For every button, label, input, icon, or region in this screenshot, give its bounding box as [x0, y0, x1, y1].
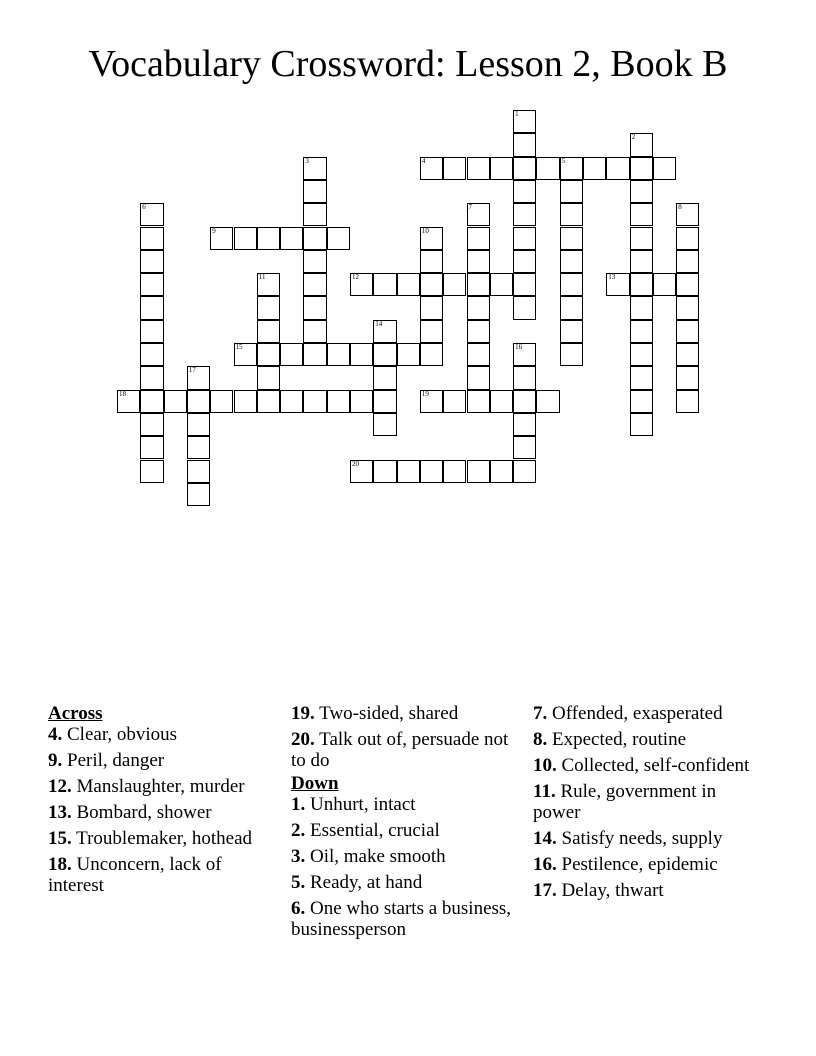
- clue-down: 2. Essential, crucial: [291, 820, 440, 841]
- grid-cell[interactable]: [676, 343, 699, 366]
- grid-cell[interactable]: [536, 390, 559, 413]
- grid-cell[interactable]: [513, 460, 536, 483]
- grid-cell[interactable]: [467, 203, 490, 226]
- grid-cell[interactable]: [140, 366, 163, 389]
- grid-cell[interactable]: [420, 320, 443, 343]
- clue-down: 1. Unhurt, intact: [291, 794, 416, 815]
- grid-cell[interactable]: [513, 436, 536, 459]
- grid-cell[interactable]: [467, 227, 490, 250]
- cell-number: 11: [258, 273, 266, 282]
- grid-cell[interactable]: [513, 180, 536, 203]
- grid-cell[interactable]: [210, 227, 233, 250]
- grid-cell[interactable]: [630, 343, 653, 366]
- grid-cell[interactable]: [373, 460, 396, 483]
- grid-cell[interactable]: [560, 157, 583, 180]
- crossword-grid: [0, 0, 816, 520]
- grid-cell[interactable]: [140, 296, 163, 319]
- grid-cell[interactable]: [443, 157, 466, 180]
- grid-cell[interactable]: [350, 273, 373, 296]
- grid-cell[interactable]: [676, 227, 699, 250]
- grid-cell[interactable]: [210, 390, 233, 413]
- cell-number: 5: [561, 156, 566, 165]
- grid-cell[interactable]: [467, 157, 490, 180]
- grid-cell[interactable]: [676, 366, 699, 389]
- grid-cell[interactable]: [560, 296, 583, 319]
- grid-cell[interactable]: [327, 390, 350, 413]
- clue-down: 17. Delay, thwart: [533, 880, 664, 901]
- grid-cell[interactable]: [140, 413, 163, 436]
- grid-cell[interactable]: [140, 227, 163, 250]
- cell-number: 3: [305, 156, 309, 165]
- cell-number: 1: [515, 110, 519, 118]
- grid-cell[interactable]: [630, 157, 653, 180]
- cell-number: 8: [678, 203, 682, 212]
- grid-cell[interactable]: [630, 203, 653, 226]
- grid-cell[interactable]: [234, 390, 257, 413]
- grid-cell[interactable]: [187, 436, 210, 459]
- grid-cell[interactable]: [373, 413, 396, 436]
- cell-number: 17: [188, 366, 196, 375]
- across-header: Across: [48, 703, 103, 724]
- grid-cell[interactable]: [583, 157, 606, 180]
- clue-down: 5. Ready, at hand: [291, 872, 423, 893]
- grid-cell[interactable]: [280, 390, 303, 413]
- grid-cell[interactable]: [257, 320, 280, 343]
- grid-cell[interactable]: [630, 413, 653, 436]
- grid-cell[interactable]: [234, 343, 257, 366]
- grid-cell[interactable]: [606, 273, 629, 296]
- grid-cell[interactable]: [257, 273, 280, 296]
- cell-number: 9: [212, 226, 216, 235]
- grid-cell[interactable]: [140, 273, 163, 296]
- grid-cell[interactable]: [630, 366, 653, 389]
- grid-cell[interactable]: [536, 157, 559, 180]
- grid-cell[interactable]: [467, 460, 490, 483]
- grid-cell[interactable]: [303, 250, 326, 273]
- clue-down: 14. Satisfy needs, supply: [533, 828, 723, 849]
- grid-cell[interactable]: [420, 390, 443, 413]
- clue-column-2: [291, 703, 521, 945]
- grid-cell[interactable]: [164, 390, 187, 413]
- grid-cell[interactable]: [373, 390, 396, 413]
- grid-cell[interactable]: [490, 157, 513, 180]
- clue-across: 19. Two-sided, shared: [291, 703, 459, 724]
- grid-cell[interactable]: [303, 157, 326, 180]
- grid-cell[interactable]: [327, 227, 350, 250]
- grid-cell[interactable]: [630, 227, 653, 250]
- grid-cell[interactable]: [676, 390, 699, 413]
- grid-cell[interactable]: [187, 460, 210, 483]
- grid-cell[interactable]: [513, 133, 536, 156]
- grid-cell[interactable]: [676, 320, 699, 343]
- grid-cell[interactable]: [420, 250, 443, 273]
- grid-cell[interactable]: [560, 343, 583, 366]
- clue-down: 10. Collected, self-confident: [533, 755, 750, 776]
- grid-cell[interactable]: [490, 460, 513, 483]
- grid-cell[interactable]: [420, 343, 443, 366]
- cell-number: 2: [631, 133, 636, 142]
- grid-cell[interactable]: [653, 157, 676, 180]
- cell-number: 20: [352, 459, 359, 468]
- grid-cell[interactable]: [513, 157, 536, 180]
- grid-cell[interactable]: [513, 250, 536, 273]
- grid-cell[interactable]: [513, 296, 536, 319]
- grid-cell[interactable]: [560, 227, 583, 250]
- grid-cell[interactable]: [187, 413, 210, 436]
- grid-cell[interactable]: [303, 343, 326, 366]
- cell-number: 15: [235, 343, 243, 351]
- grid-cell[interactable]: [513, 390, 536, 413]
- grid-cell[interactable]: [560, 273, 583, 296]
- grid-cell[interactable]: [397, 460, 420, 483]
- grid-cell[interactable]: [140, 320, 163, 343]
- grid-cell[interactable]: [350, 460, 373, 483]
- grid-cell[interactable]: [513, 203, 536, 226]
- grid-cell[interactable]: [373, 343, 396, 366]
- cell-number: 14: [375, 319, 383, 328]
- grid-cell[interactable]: [140, 343, 163, 366]
- grid-cell[interactable]: [467, 273, 490, 296]
- grid-cell[interactable]: [467, 343, 490, 366]
- grid-cell[interactable]: [280, 227, 303, 250]
- clue-across: 13. Bombard, shower: [48, 802, 212, 823]
- grid-cell[interactable]: [420, 460, 443, 483]
- clue-down: 11. Rule, government in power: [533, 781, 717, 823]
- grid-cell[interactable]: [140, 203, 163, 226]
- grid-cell[interactable]: [420, 273, 443, 296]
- grid-cell[interactable]: [350, 343, 373, 366]
- grid-cell[interactable]: [467, 366, 490, 389]
- grid-cell[interactable]: [443, 390, 466, 413]
- grid-cell[interactable]: [303, 320, 326, 343]
- grid-cell[interactable]: [443, 460, 466, 483]
- grid-cell[interactable]: [257, 296, 280, 319]
- grid-cell[interactable]: [187, 390, 210, 413]
- clue-across: 20. Talk out of, persuade not to do: [291, 729, 509, 771]
- grid-cell[interactable]: [443, 273, 466, 296]
- grid-cell[interactable]: [303, 273, 326, 296]
- grid-cell[interactable]: [234, 227, 257, 250]
- cell-number: 18: [119, 389, 126, 398]
- clue-across: 4. Clear, obvious: [48, 724, 178, 745]
- clue-across: 18. Unconcern, lack of interest: [48, 854, 222, 896]
- grid-cell[interactable]: [420, 157, 443, 180]
- grid-cell[interactable]: [630, 273, 653, 296]
- grid-cell[interactable]: [630, 133, 653, 156]
- clue-down: 3. Oil, make smooth: [291, 846, 446, 867]
- grid-cell[interactable]: [513, 227, 536, 250]
- grid-cell[interactable]: [513, 366, 536, 389]
- grid-cell[interactable]: [303, 227, 326, 250]
- grid-cell[interactable]: [373, 366, 396, 389]
- grid-cell[interactable]: [490, 273, 513, 296]
- clue-down: 6. One who starts a business, businessperson: [291, 898, 512, 940]
- down-header: Down: [291, 773, 339, 794]
- clue-across: 15. Troublemaker, hothead: [48, 828, 253, 849]
- grid-cell[interactable]: [140, 460, 163, 483]
- grid-cell[interactable]: [467, 296, 490, 319]
- grid-cell[interactable]: [630, 390, 653, 413]
- grid-cell[interactable]: [630, 250, 653, 273]
- grid-cell[interactable]: [560, 203, 583, 226]
- clue-across: 12. Manslaughter, murder: [48, 776, 245, 797]
- grid-cell[interactable]: [676, 273, 699, 296]
- page-title: Vocabulary Crossword: Lesson 2, Book B: [88, 43, 728, 85]
- grid-cell[interactable]: [257, 390, 280, 413]
- grid-cell[interactable]: [117, 390, 140, 413]
- grid-cell[interactable]: [257, 343, 280, 366]
- grid-cell[interactable]: [257, 366, 280, 389]
- grid-cell[interactable]: [140, 250, 163, 273]
- cell-number: 19: [421, 389, 429, 398]
- grid-cell[interactable]: [490, 390, 513, 413]
- grid-cell[interactable]: [303, 390, 326, 413]
- grid-cell[interactable]: [630, 296, 653, 319]
- grid-cell[interactable]: [513, 273, 536, 296]
- grid-cell[interactable]: [513, 343, 536, 366]
- grid-cell[interactable]: [373, 273, 396, 296]
- cell-number: 12: [352, 273, 359, 282]
- clue-column-1: [48, 703, 278, 901]
- cell-number: 13: [608, 273, 616, 282]
- cell-number: 16: [515, 343, 523, 351]
- cell-number: 10: [421, 226, 429, 235]
- grid-cell[interactable]: [350, 390, 373, 413]
- clue-across: 9. Peril, danger: [48, 750, 165, 771]
- grid-cell[interactable]: [560, 250, 583, 273]
- grid-cell[interactable]: [140, 390, 163, 413]
- grid-cell[interactable]: [187, 366, 210, 389]
- cell-number: 4: [421, 156, 426, 165]
- grid-cell[interactable]: [513, 110, 536, 133]
- grid-cell[interactable]: [676, 250, 699, 273]
- clue-down: 8. Expected, routine: [533, 729, 687, 750]
- grid-cell[interactable]: [467, 320, 490, 343]
- clue-down: 16. Pestilence, epidemic: [533, 854, 718, 875]
- grid-cell[interactable]: [327, 343, 350, 366]
- grid-cell[interactable]: [397, 273, 420, 296]
- grid-cell[interactable]: [420, 227, 443, 250]
- grid-cell[interactable]: [467, 250, 490, 273]
- cell-number: 6: [142, 203, 146, 212]
- grid-cell[interactable]: [420, 296, 443, 319]
- clue-column-3: [533, 703, 763, 906]
- grid-cell[interactable]: [676, 203, 699, 226]
- grid-cell[interactable]: [280, 343, 303, 366]
- grid-cell[interactable]: [373, 320, 396, 343]
- cell-number: 7: [468, 203, 472, 212]
- grid-cell[interactable]: [560, 180, 583, 203]
- grid-cell[interactable]: [676, 296, 699, 319]
- clue-down: 7. Offended, exasperated: [533, 703, 723, 724]
- grid-cell[interactable]: [187, 483, 210, 506]
- grid-cell[interactable]: [630, 320, 653, 343]
- grid-cell[interactable]: [303, 203, 326, 226]
- grid-cell[interactable]: [630, 180, 653, 203]
- grid-cell[interactable]: [397, 343, 420, 366]
- grid-cell[interactable]: [513, 413, 536, 436]
- grid-cell[interactable]: [303, 180, 326, 203]
- grid-cell[interactable]: [303, 296, 326, 319]
- grid-cell[interactable]: [467, 390, 490, 413]
- grid-cell[interactable]: [257, 227, 280, 250]
- grid-cell[interactable]: [140, 436, 163, 459]
- grid-cell[interactable]: [606, 157, 629, 180]
- grid-cell[interactable]: [560, 320, 583, 343]
- grid-cell[interactable]: [653, 273, 676, 296]
